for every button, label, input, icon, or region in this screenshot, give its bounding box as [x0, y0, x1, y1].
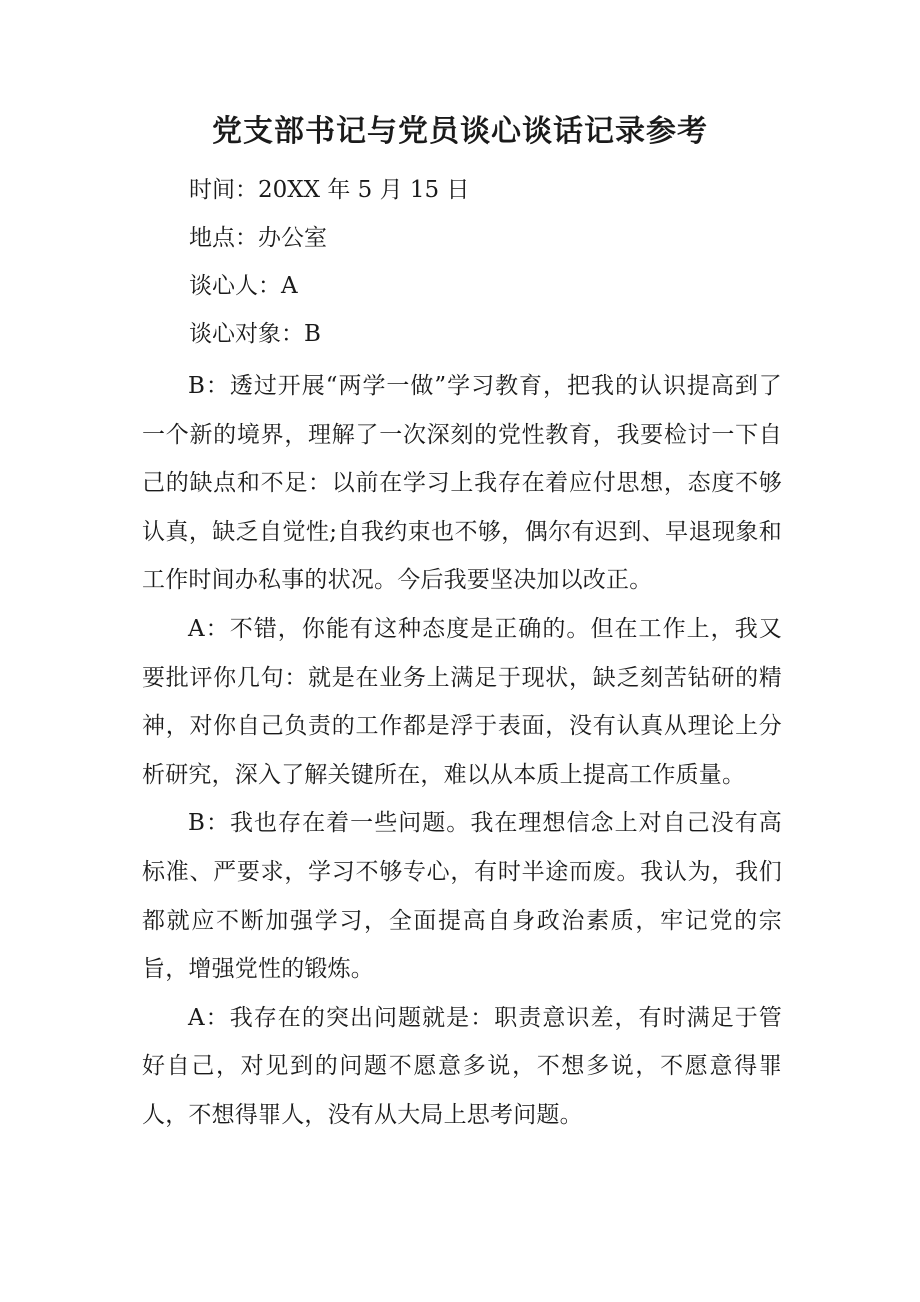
dialogue-body	[142, 362, 782, 1140]
meta-target: 谈心对象：B	[189, 321, 321, 347]
document-title: 党支部书记与党员谈心谈话记录参考	[212, 114, 708, 149]
dialogue-paragraph-b-2: B：我也存在着一些问题。我在理想信念上对自己没有高标准、严要求，学习不够专心，有时半途而废。我认为，我们都就应不断加强学习，全面提高自身政治素质，牢记党的宗旨，增强党性的锻炼。	[142, 810, 782, 983]
dialogue-paragraph-a-2: A：我存在的突出问题就是：职责意识差，有时满足于管好自己，对见到的问题不愿意多说，不想多说，不愿意得罪人，不想得罪人，没有从大局上思考问题。	[142, 1004, 782, 1128]
meta-place: 地点：办公室	[189, 225, 327, 251]
meta-time: 时间：20XX 年 5 月 15 日	[189, 177, 470, 203]
meta-speaker: 谈心人：A	[189, 273, 298, 299]
dialogue-paragraph-b-1: B：透过开展“两学一做”学习教育，把我的认识提高到了一个新的境界，理解了一次深刻的党性教育，我要检讨一下自己的缺点和不足：以前在学习上我存在着应付思想，态度不够认真，缺乏自觉性;自我约束也不够，偶尔有迟到、早退现象和工作时间办私事的状况。今后我要坚决加以改正。	[142, 373, 782, 594]
dialogue-paragraph-a-1: A：不错，你能有这种态度是正确的。但在工作上，我又要批评你几句：就是在业务上满足于现状，缺乏刻苦钻研的精神，对你自己负责的工作都是浮于表面，没有认真从理论上分析研究，深入了解关键所在，难以从本质上提高工作质量。	[142, 615, 782, 788]
